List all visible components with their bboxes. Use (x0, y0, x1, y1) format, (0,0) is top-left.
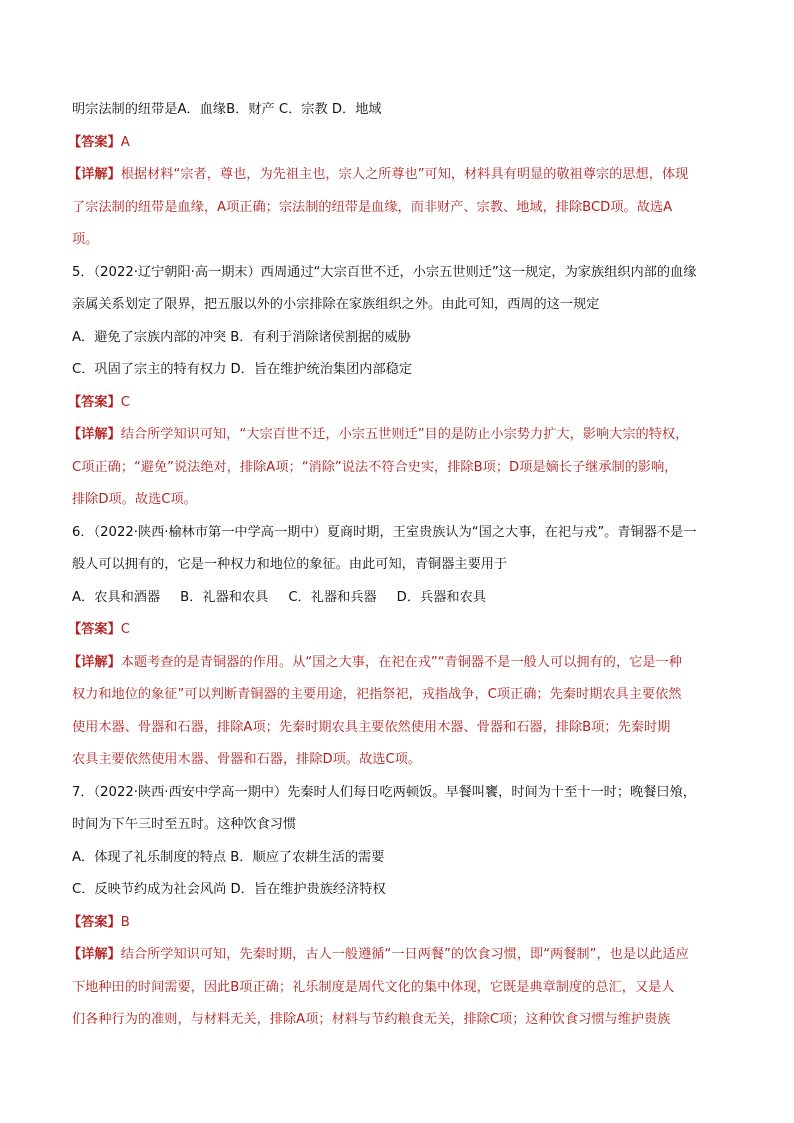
option: D．兵器和农具 (396, 589, 486, 605)
text-line (68, 652, 728, 685)
explanation-text: 权力和地位的象征”可以判断青铜器的主要用途，祀指祭祀，戎指战争，C项正确；先秦时期农具主要依然 (72, 687, 682, 702)
option: B．礼器和农具 (180, 589, 269, 605)
text-line (68, 619, 728, 652)
question-text: C．巩固了宗主的特有权力 D．旨在维护统治集团内部稳定 (72, 362, 413, 377)
answer-label: 【答案】 (68, 134, 121, 150)
question-text: 般人可以拥有的，它是一种权力和地位的象征。由此可知，青铜器主要用于 (72, 557, 508, 572)
explanation-text: 农具主要依然使用木器、骨器和石器，排除D项。故选C项。 (72, 752, 422, 767)
explanation-text: 项。 (72, 232, 99, 247)
option: A．农具和酒器 (72, 589, 161, 605)
explanation-text: 排除D项。故选C项。 (72, 492, 197, 507)
text-line (72, 782, 728, 815)
text-line (72, 1009, 728, 1042)
explanation-text: 根据材料“宗者，尊也，为先祖主也，宗人之所尊也”可知，材料具有明显的敬祖尊宗的思想，体现 (120, 167, 689, 182)
text-line (72, 262, 728, 295)
explanation-text: 使用木器、骨器和石器，排除A项；先秦时期农具主要依然使用木器、骨器和石器，排除B项；先秦时期 (72, 719, 671, 735)
text-line (72, 814, 728, 847)
text-line (68, 424, 728, 457)
explanation-text: 下地种田的时间需要，因此B项正确；礼乐制度是周代文化的集中体现，它既是典章制度的总汇，又是人 (72, 979, 675, 995)
text-line (72, 522, 728, 555)
text-line (72, 717, 728, 750)
text-line (72, 457, 728, 490)
explanation-text: 们各种行为的准则，与材料无关，排除A项；材料与节约粮食无关，排除C项；这种饮食习惯与维护贵族 (72, 1012, 671, 1027)
explanation-label: 【详解】 (68, 167, 121, 182)
question-text: 5．（2022·辽宁朝阳·高一期末）西周通过“大宗百世不迁，小宗五世则迁”这一规定，为家族组织内部的血缘 (72, 264, 697, 280)
question-text: A．体现了礼乐制度的特点 B．顺应了农耕生活的需要 (72, 849, 385, 865)
question-text: 6．（2022·陕西·榆林市第一中学高一期中）夏商时期，王室贵族认为“国之大事，在祀与戎”。青铜器不是一 (72, 524, 697, 540)
explanation-text: 了宗法制的纽带是血缘，A项正确；宗法制的纽带是血缘，而非财产、宗教、地域，排除BCD项。故选A (72, 199, 673, 215)
answer-text: C (120, 394, 130, 410)
text-line (72, 587, 728, 620)
option: C．礼器和兵器 (288, 589, 377, 605)
text-line (72, 327, 728, 360)
explanation-label: 【详解】 (68, 654, 121, 670)
answer-text: C (120, 622, 130, 637)
document-content (68, 99, 728, 1042)
text-line (72, 294, 728, 327)
text-line (72, 879, 728, 912)
text-line (72, 359, 728, 392)
question-text: 明宗法制的纽带是A．血缘B．财产 C．宗教 D．地域 (72, 102, 382, 117)
question-text: A．避免了宗族内部的冲突 B．有利于消除诸侯割据的威胁 (72, 329, 411, 345)
explanation-label: 【详解】 (68, 947, 121, 962)
question-text: 时间为下午三时至五时。这种饮食习惯 (72, 817, 297, 832)
text-line (72, 197, 728, 230)
explanation-text: 结合所学知识可知，“大宗百世不迁，小宗五世则迁”目的是防止小宗势力扩大，影响大宗的特权， (120, 427, 689, 442)
answer-text: A (120, 134, 130, 150)
text-line (68, 392, 728, 425)
explanation-text: 结合所学知识可知，先秦时期，古人一般遵循“一日两餐”的饮食习惯，即“两餐制”，也是以此适应 (120, 947, 689, 962)
answer-label: 【答案】 (68, 622, 121, 637)
question-text: 7．（2022·陕西·西安中学高一期中）先秦时人们每日吃两顿饭。早餐叫饔，时间为十至十一时；晚餐曰飧， (72, 784, 696, 800)
text-line (68, 164, 728, 197)
text-line (72, 99, 728, 132)
answer-label: 【答案】 (68, 394, 121, 410)
answer-label: 【答案】 (68, 914, 121, 930)
question-text: 亲属关系划定了限界，把五服以外的小宗排除在家族组织之外。由此可知，西周的这一规定 (72, 297, 600, 312)
text-line (72, 229, 728, 262)
text-line (72, 489, 728, 522)
text-line (72, 749, 728, 782)
explanation-text: C项正确；“避免”说法绝对，排除A项；“消除”说法不符合史实，排除B项；D项是嫡长子继承制的影响， (72, 459, 678, 475)
text-line (72, 554, 728, 587)
text-line (72, 847, 728, 880)
explanation-text: 本题考查的是青铜器的作用。从“国之大事，在祀在戎”“青铜器不是一般人可以拥有的，它是一种 (120, 654, 682, 670)
text-line (72, 977, 728, 1010)
text-line (68, 944, 728, 977)
text-line (68, 912, 728, 945)
text-line (68, 132, 728, 165)
explanation-label: 【详解】 (68, 427, 121, 442)
text-line (72, 684, 728, 717)
answer-text: B (120, 914, 130, 930)
question-text: C．反映节约成为社会风尚 D．旨在维护贵族经济特权 (72, 882, 386, 897)
